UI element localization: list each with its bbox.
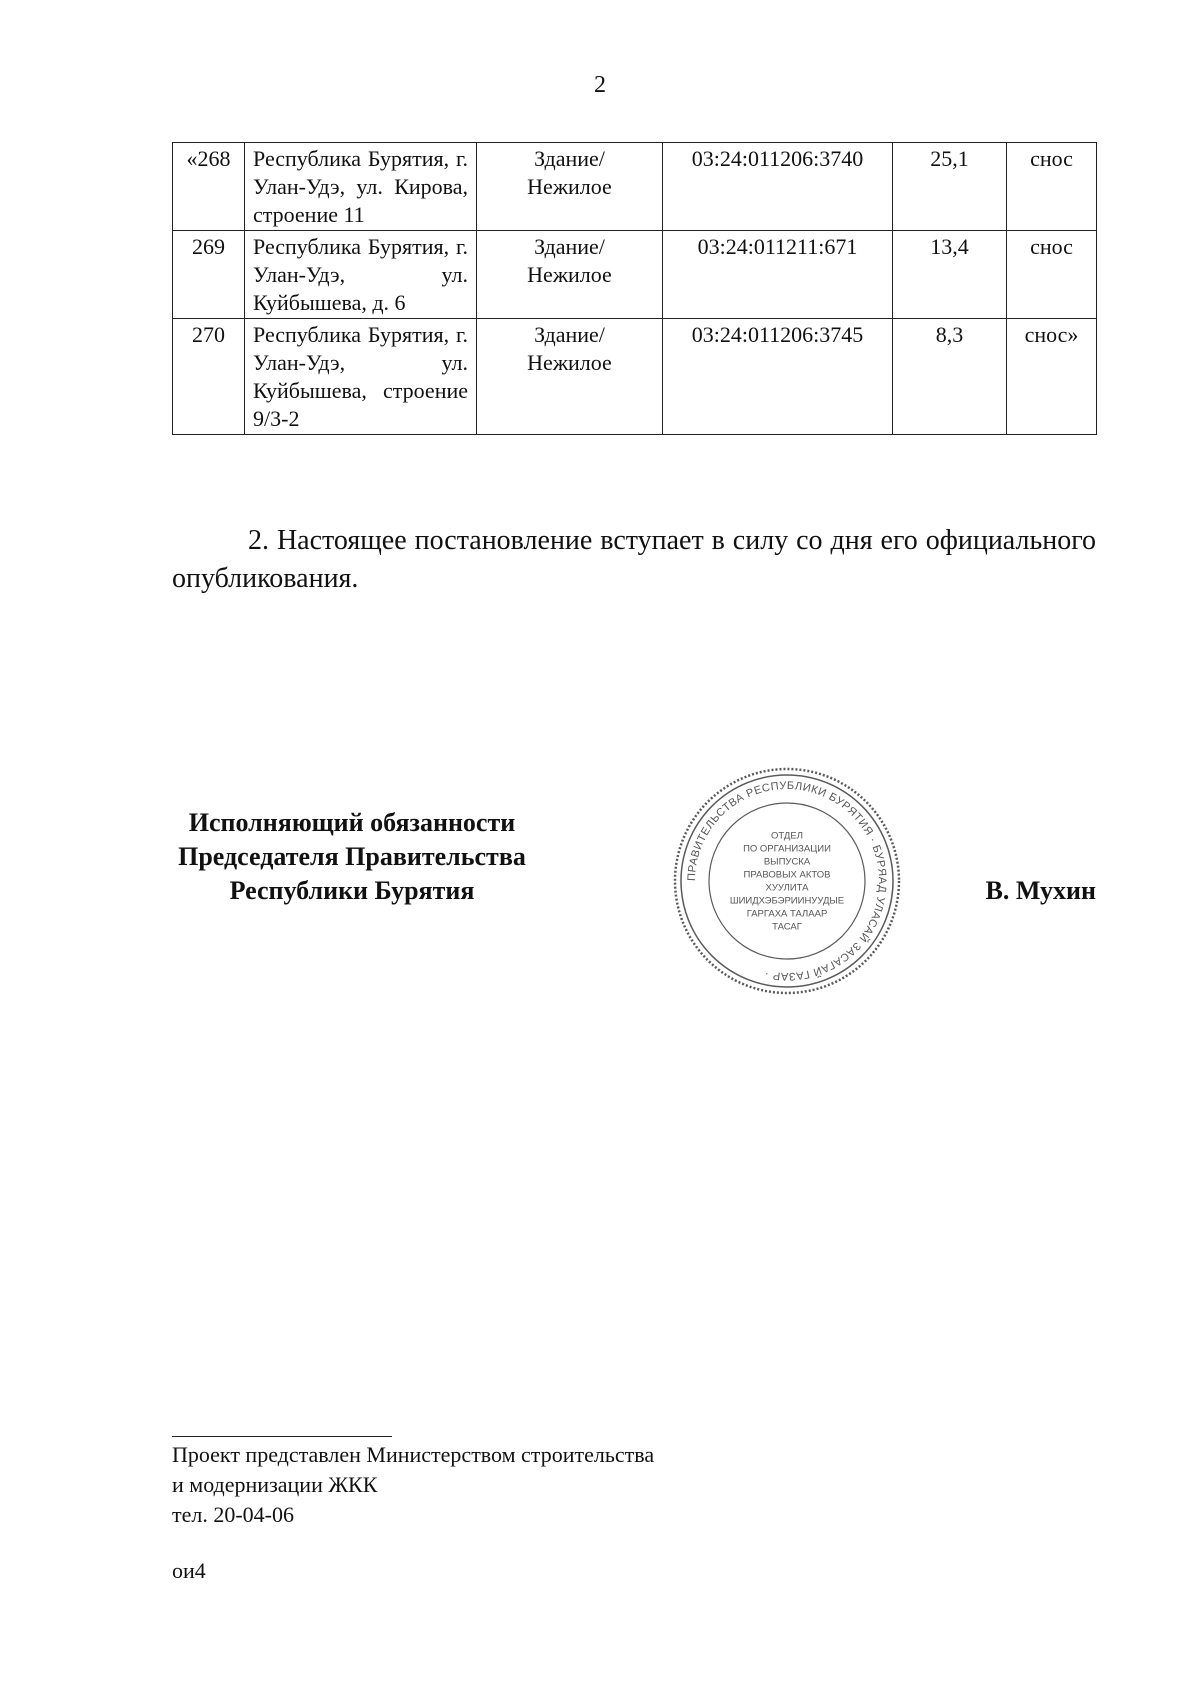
object-type-line2: Нежилое	[527, 350, 612, 375]
footnote-line2: и модернизации ЖКК	[172, 1472, 378, 1497]
official-seal-graphic	[672, 766, 902, 996]
seal-inner-line: ПО ОРГАНИЗАЦИИ	[743, 843, 831, 855]
footnote	[172, 1440, 872, 1530]
signer-position	[152, 806, 552, 908]
object-type-line1: Здание/	[534, 146, 605, 171]
area-cell: 25,1	[893, 143, 1007, 231]
seal-inner-line: ТАСАГ	[772, 921, 802, 933]
action-cell: снос	[1007, 231, 1097, 319]
seal-inner-line: ГАРГАХА ТАЛААР	[746, 908, 828, 920]
table-row	[173, 143, 1097, 231]
seal-inner-line: ВЫПУСКА	[763, 856, 811, 868]
object-type-line1: Здание/	[534, 322, 605, 347]
signer-position-line1: Исполняющий обязанности	[188, 808, 516, 837]
svg-text:ПРАВИТЕЛЬСТВА РЕСПУБЛИКИ БУРЯТ: ПРАВИТЕЛЬСТВА РЕСПУБЛИКИ БУРЯТИЯ · БУРЯАД УЛАСАЙ ЗАСАГАЙ ГАЗАР ·	[685, 779, 889, 983]
footnote-divider	[172, 1436, 392, 1437]
footnote-line1: Проект представлен Министерством строительства	[172, 1442, 655, 1467]
object-type-line2: Нежилое	[527, 262, 612, 287]
address-cell: Республика Бурятия, г. Улан-Удэ, ул. Куйбышева, д. 6	[245, 231, 477, 319]
object-type-cell	[477, 143, 663, 231]
address-cell: Республика Бурятия, г. Улан-Удэ, ул. Кирова, строение 11	[245, 143, 477, 231]
seal-inner-line: ШИИДХЭБЭРИИНУУДЫЕ	[729, 895, 845, 907]
row-number-cell: «268	[173, 143, 245, 231]
row-number-cell: 270	[173, 319, 245, 435]
object-type-line1: Здание/	[534, 234, 605, 259]
object-type-cell	[477, 231, 663, 319]
action-cell: снос»	[1007, 319, 1097, 435]
seal-inner-line: ОТДЕЛ	[771, 830, 803, 842]
document-code: ои4	[172, 1558, 206, 1583]
row-number-cell: 269	[173, 231, 245, 319]
signer-position-line2: Председателя Правительства	[178, 842, 526, 871]
action-cell: снос	[1007, 143, 1097, 231]
address-cell: Республика Бурятия, г. Улан-Удэ, ул. Куйбышева, строение 9/3-2	[245, 319, 477, 435]
objects-table	[172, 142, 1097, 435]
signer-name: В. Мухин	[985, 876, 1096, 905]
cadastral-number-cell: 03:24:011206:3740	[663, 143, 893, 231]
object-type-cell	[477, 319, 663, 435]
page-number: 2	[594, 72, 606, 98]
area-cell: 8,3	[893, 319, 1007, 435]
area-cell: 13,4	[893, 231, 1007, 319]
table-row	[173, 231, 1097, 319]
signer-position-line3: Республики Бурятия	[229, 876, 475, 905]
footnote-line3: тел. 20-04-06	[172, 1502, 295, 1527]
cadastral-number-cell: 03:24:011211:671	[663, 231, 893, 319]
official-seal	[672, 766, 902, 996]
seal-inner-line: ХУУЛИТА	[765, 882, 809, 894]
cadastral-number-cell: 03:24:011206:3745	[663, 319, 893, 435]
table-row	[173, 319, 1097, 435]
effective-date-paragraph: 2. Настоящее постановление вступает в силу со дня его официального опубликования.	[172, 525, 1096, 594]
seal-inner-line: ПРАВОВЫХ АКТОВ	[743, 869, 831, 881]
object-type-line2: Нежилое	[527, 174, 612, 199]
